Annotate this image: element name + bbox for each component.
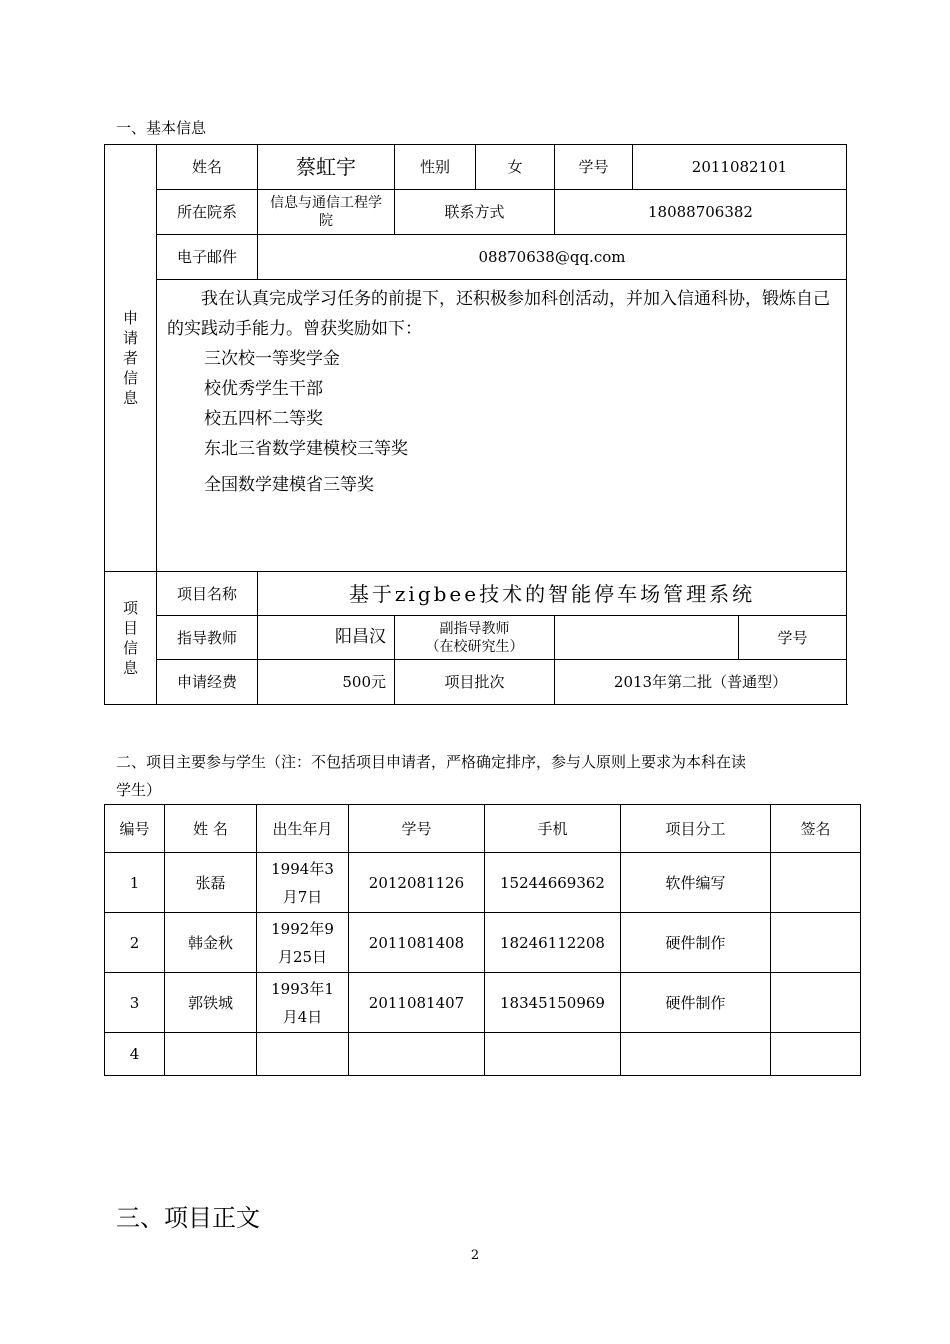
advisor-name: 阳昌汉 — [258, 616, 395, 660]
members-table — [104, 804, 861, 1076]
funding-label: 申请经费 — [157, 660, 258, 705]
award-item: 校五四杯二等奖 — [204, 409, 323, 429]
table-row: 4 — [105, 1033, 861, 1076]
gender-label: 性别 — [395, 145, 476, 190]
header-role: 项目分工 — [621, 805, 771, 853]
header-student-id: 学号 — [349, 805, 485, 853]
bio-intro: 我在认真完成学习任务的前提下，还积极参加科创活动，并加入信通科协，锻炼自己的实践动手能力。曾获奖励如下： — [167, 289, 830, 339]
page-number: 2 — [470, 1248, 480, 1263]
funding-amount: 500元 — [258, 660, 395, 705]
header-signature: 签名 — [771, 805, 861, 853]
applicant-department: 信息与通信工程学院 — [258, 190, 395, 235]
section-2-title: 二、项目主要参与学生（注：不包括项目申请者，严格确定排序，参与人原则上要求为本科在读 学生） — [116, 753, 747, 799]
co-advisor-id-label: 学号 — [739, 616, 847, 660]
applicant-email: 08870638@qq.com — [258, 235, 847, 280]
table-row: 2 韩金秋 1992年9 月25日 2011081408 18246112208 硬件制作 — [105, 913, 861, 973]
basic-info-table — [104, 144, 847, 705]
header-phone: 手机 — [485, 805, 621, 853]
applicant-name: 蔡虹宇 — [258, 145, 395, 190]
table-row: 1 张磊 1994年3 月7日 2012081126 15244669362 软件编写 — [105, 853, 861, 913]
table-row: 3 郭铁城 1993年1 月4日 2011081407 18345150969 硬件制作 — [105, 973, 861, 1033]
name-label: 姓名 — [157, 145, 258, 190]
batch-label: 项目批次 — [395, 660, 555, 705]
email-label: 电子邮件 — [157, 235, 258, 280]
advisor-label: 指导教师 — [157, 616, 258, 660]
project-name-label: 项目名称 — [157, 572, 258, 616]
contact-label: 联系方式 — [395, 190, 555, 235]
applicant-group-label: 申请者信息 — [105, 145, 157, 572]
applicant-contact: 18088706382 — [555, 190, 847, 235]
award-item: 东北三省数学建模校三等奖 — [204, 439, 408, 459]
project-name: 基于zigbee技术的智能停车场管理系统 — [258, 572, 847, 616]
co-advisor-name — [555, 616, 739, 660]
header-birth: 出生年月 — [257, 805, 349, 853]
section-3-title: 三、项目正文 — [116, 1204, 260, 1232]
project-group-label: 项目信息 — [105, 572, 157, 705]
project-batch: 2013年第二批（普通型） — [555, 660, 847, 705]
award-item: 三次校一等奖学金 — [204, 349, 340, 369]
student-id-label: 学号 — [555, 145, 633, 190]
applicant-gender: 女 — [476, 145, 555, 190]
award-item: 全国数学建模省三等奖 — [204, 475, 374, 495]
header-no: 编号 — [105, 805, 165, 853]
award-item: 校优秀学生干部 — [204, 379, 323, 399]
applicant-bio — [157, 280, 847, 572]
applicant-student-id: 2011082101 — [633, 145, 847, 190]
header-name: 姓 名 — [165, 805, 257, 853]
co-advisor-label: 副指导教师 （在校研究生） — [395, 616, 555, 660]
section-1-title: 一、基本信息 — [116, 119, 207, 137]
department-label: 所在院系 — [157, 190, 258, 235]
